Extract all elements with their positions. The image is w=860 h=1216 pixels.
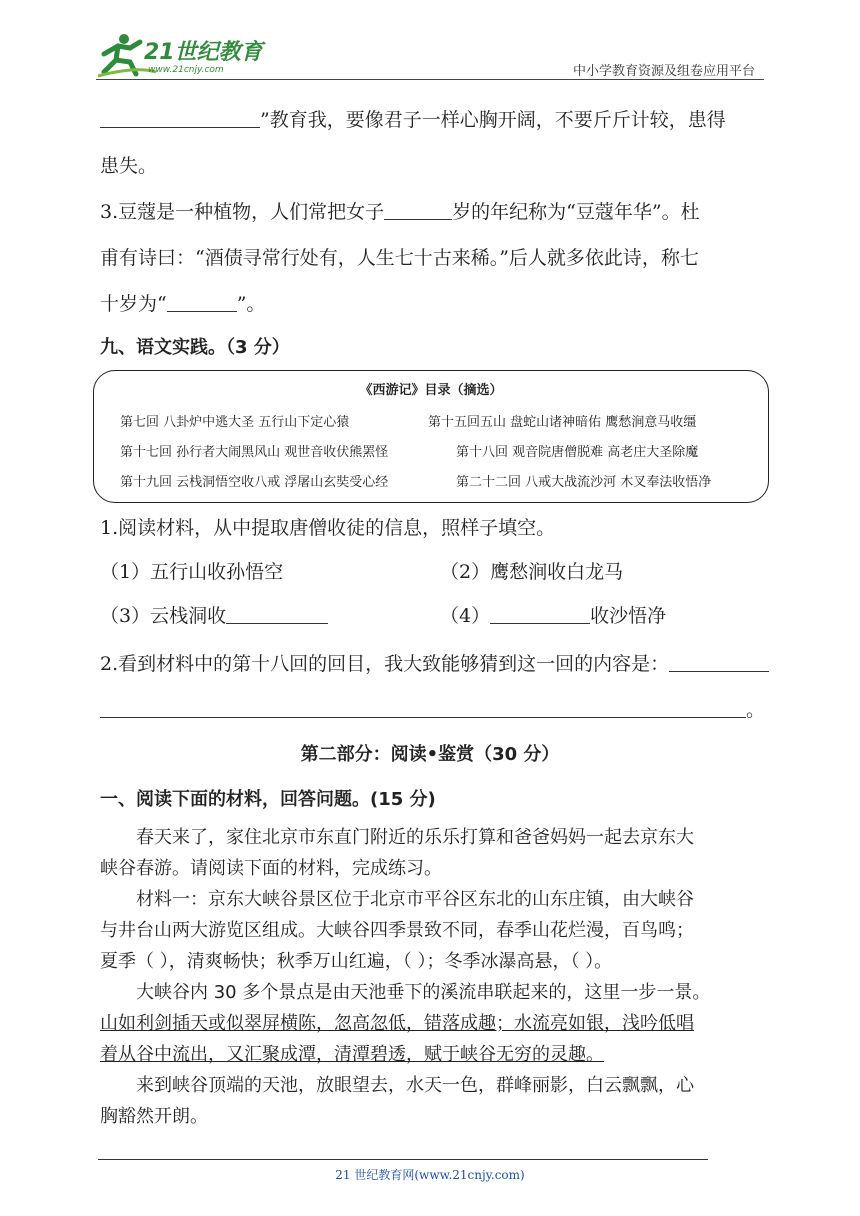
underlined-line: 山如利剑插天或似翠屏横陈，忽高忽低，错落成趣；水流亮如银，浅吟低唱 [100,1013,694,1034]
text: （3）云栈洞收 [100,605,227,627]
paragraph-line: 峡谷春游。请阅读下面的材料，完成练习。 [100,858,442,879]
toc-entry: 第十八回 观音院唐僧脱难 高老庄大圣除魔 [456,445,699,460]
paragraph-line: 大峡谷内 30 多个景点是由天池垂下的溪流串联起来的，这里一步一景。 [136,982,711,1003]
answer-example-1: （1）五行山收孙悟空 [100,561,284,583]
toc-entry: 第十九回 云栈洞悟空收八戒 浮屠山玄奘受心经 [120,475,389,490]
toc-title: 《西游记》目录（摘选） [359,383,503,398]
text: 十岁为“ [100,293,167,315]
paragraph-line: 胸豁然开朗。 [100,1106,208,1127]
question-1: 1.阅读材料，从中提取唐僧收徒的信息，照样子填空。 [100,517,556,539]
paragraph-line: 与井台山两大游览区组成。大峡谷四季景致不同，春季山花烂漫，百鸟鸣； [100,920,694,941]
toc-entry: 第十七回 孙行者大闹黑风山 观世音收伏熊罴怪 [120,445,389,460]
paragraph-2 [100,884,764,977]
platform-name: 中小学教育资源及组卷应用平台 [572,64,755,79]
paragraph-line: 春天来了，家住北京市东直门附近的乐乐打算和爸爸妈妈一起去京东大 [136,827,694,848]
answer-blank[interactable] [100,697,746,718]
section-title: 九、语文实践。（3 分） [100,337,290,358]
text: 岁的年纪称为“豆蔻年华”。杜 [452,201,700,223]
text: 3.豆蔻是一种植物，人们常把女子 [100,201,385,223]
text: ”教育我，要像君子一样心胸开阔，不要斤斤计较，患得 [260,109,726,131]
paragraph-line: 材料一：京东大峡谷景区位于北京市平谷区东北的山东庄镇，由大峡谷 [136,889,694,910]
answer-blank[interactable] [490,603,590,624]
journey-west-toc [93,370,769,503]
toc-entry: 第十五回五山 盘蛇山诸神暗佑 鹰愁涧意马收缰 [428,415,697,430]
question-2 [100,650,769,678]
sub-section-title: 一、阅读下面的材料，回答问题。(15 分) [100,789,436,810]
text: 收沙悟净 [590,605,667,627]
text-line: 患失。 [100,155,158,177]
answer-4 [440,602,666,630]
underlined-line: 着从谷中流出，又汇聚成潭，清潭碧透，赋于峡谷无穷的灵趣。 [100,1044,604,1065]
text: 。 [746,699,766,721]
text: 2.看到材料中的第十八回的回目，我大致能够猜到这一回的内容是： [100,653,670,675]
footer-link[interactable]: 21 世纪教育网(www.21cnjy.com) [335,1168,525,1182]
text: （4） [440,605,491,627]
paragraph-line: 来到峡谷顶端的天池，放眼望去，水天一色，群峰丽影，白云飘飘，心 [136,1075,694,1096]
text: ”。 [236,293,266,315]
paragraph-3 [100,977,764,1070]
paragraph-line: 夏季（ ），清爽畅快；秋季万山红遍，（ ）；冬季冰瀑高悬，（ ）。 [100,951,613,972]
answer-example-2: （2）鹰愁涧收白龙马 [440,561,624,583]
paragraph-1 [100,822,764,884]
answer-blank[interactable] [384,199,452,220]
toc-row [120,411,697,430]
question-2-line2 [100,696,765,724]
paragraph-4 [100,1070,764,1132]
question-3-line1 [100,198,700,226]
question-3-line2: 甫有诗曰：“酒债寻常行处有，人生七十古来稀。”后人就多依此诗，称七 [100,247,699,269]
toc-row [120,471,712,490]
question-3-line3 [100,290,265,318]
answer-3 [100,602,328,630]
logo-text: 21世纪教育 [144,40,263,65]
toc-entry: 第二十二回 八戒大战流沙河 木叉奉法收悟净 [456,475,712,490]
answer-blank[interactable] [100,107,260,128]
footer-divider [98,1159,708,1160]
answer-blank[interactable] [226,603,328,624]
answer-blank[interactable] [167,291,237,312]
fill-line-1 [100,106,726,134]
toc-entry: 第七回 八卦炉中逃大圣 五行山下定心猿 [120,415,350,430]
site-logo [96,32,266,78]
part-title: 第二部分：阅读•鉴赏（30 分） [300,744,560,765]
toc-row [120,441,699,460]
logo-url: www.21cnjy.com [148,65,224,75]
header-divider [96,79,764,80]
answer-blank[interactable] [669,651,769,672]
